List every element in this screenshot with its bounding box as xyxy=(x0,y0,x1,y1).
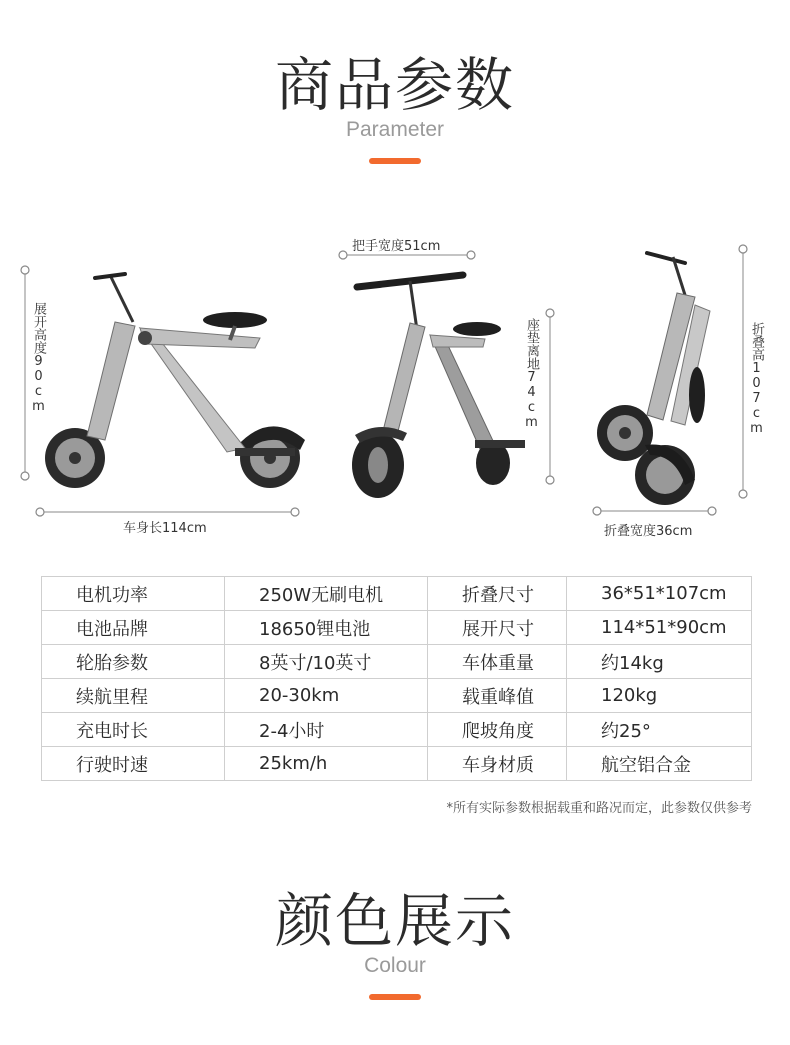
spec-name: 电机功率 xyxy=(42,577,225,611)
dim-endpoint xyxy=(21,472,29,480)
params-accent-bar xyxy=(369,158,421,164)
spec-name: 行驶时速 xyxy=(42,747,225,781)
dim-endpoint xyxy=(339,251,347,259)
table-row xyxy=(42,645,752,679)
dim-endpoint xyxy=(291,508,299,516)
colour-title: 颜色展示 xyxy=(274,887,515,955)
colour-subtitle: Colour xyxy=(364,954,426,977)
dim-endpoint xyxy=(708,507,716,515)
dim-label-unfolded-height: 展开高度90cm xyxy=(31,302,46,414)
spec-value: 36*51*107cm xyxy=(567,577,752,611)
dim-label-folded-height: 折叠高107cm xyxy=(749,322,764,436)
scooter-seat xyxy=(203,312,267,328)
table-row xyxy=(42,713,752,747)
disclaimer-note: *所有实际参数根据载重和路况而定，此参数仅供参考 xyxy=(446,801,752,816)
spec-name: 电池品牌 xyxy=(42,611,225,645)
spec-value: 25km/h xyxy=(225,747,428,781)
spec-value: 18650锂电池 xyxy=(225,611,428,645)
scooter-folded-view-image xyxy=(585,235,765,525)
spec-value: 约14kg xyxy=(567,645,752,679)
spec-name: 车体重量 xyxy=(428,645,567,679)
spec-value: 20-30km xyxy=(225,679,428,713)
spec-value: 250W无刷电机 xyxy=(225,577,428,611)
spec-value: 航空铝合金 xyxy=(567,747,752,781)
dim-endpoint xyxy=(467,251,475,259)
params-subtitle: Parameter xyxy=(345,118,445,141)
spec-value: 120kg xyxy=(567,679,752,713)
colour-accent-bar xyxy=(369,994,421,1000)
scooter-side-view-image xyxy=(15,250,315,540)
spec-value: 8英寸/10英寸 xyxy=(225,645,428,679)
dim-endpoint xyxy=(21,266,29,274)
spec-name: 爬坡角度 xyxy=(428,713,567,747)
spec-name: 车身材质 xyxy=(428,747,567,781)
spec-name: 充电时长 xyxy=(42,713,225,747)
spec-name: 载重峰值 xyxy=(428,679,567,713)
spec-value: 114*51*90cm xyxy=(567,611,752,645)
dim-endpoint xyxy=(739,245,747,253)
dim-label-handlebar-width: 把手宽度51cm xyxy=(352,239,441,254)
dim-endpoint xyxy=(36,508,44,516)
spec-value: 约25° xyxy=(567,713,752,747)
scooter-beam xyxy=(430,335,495,449)
spec-name: 续航里程 xyxy=(42,679,225,713)
spec-table xyxy=(41,576,752,781)
dim-label-body-length: 车身长114cm xyxy=(123,521,207,536)
dim-endpoint xyxy=(546,309,554,317)
params-title: 商品参数 xyxy=(274,51,515,119)
dim-endpoint xyxy=(593,507,601,515)
dim-label-folded-width: 折叠宽度36cm xyxy=(604,524,693,539)
table-row xyxy=(42,611,752,645)
table-row xyxy=(42,747,752,781)
spec-name: 折叠尺寸 xyxy=(428,577,567,611)
scooter-front-view-image xyxy=(335,235,555,505)
table-row xyxy=(42,577,752,611)
dim-endpoint xyxy=(546,476,554,484)
spec-value: 2-4小时 xyxy=(225,713,428,747)
scooter-stem xyxy=(383,323,425,435)
scooter-stem xyxy=(87,322,135,440)
spec-name: 轮胎参数 xyxy=(42,645,225,679)
scooter-seat xyxy=(453,322,501,336)
dim-label-seat-height: 座垫离地74cm xyxy=(524,318,539,430)
scooter-seat xyxy=(689,367,705,423)
dim-endpoint xyxy=(739,490,747,498)
spec-name: 展开尺寸 xyxy=(428,611,567,645)
table-row xyxy=(42,679,752,713)
